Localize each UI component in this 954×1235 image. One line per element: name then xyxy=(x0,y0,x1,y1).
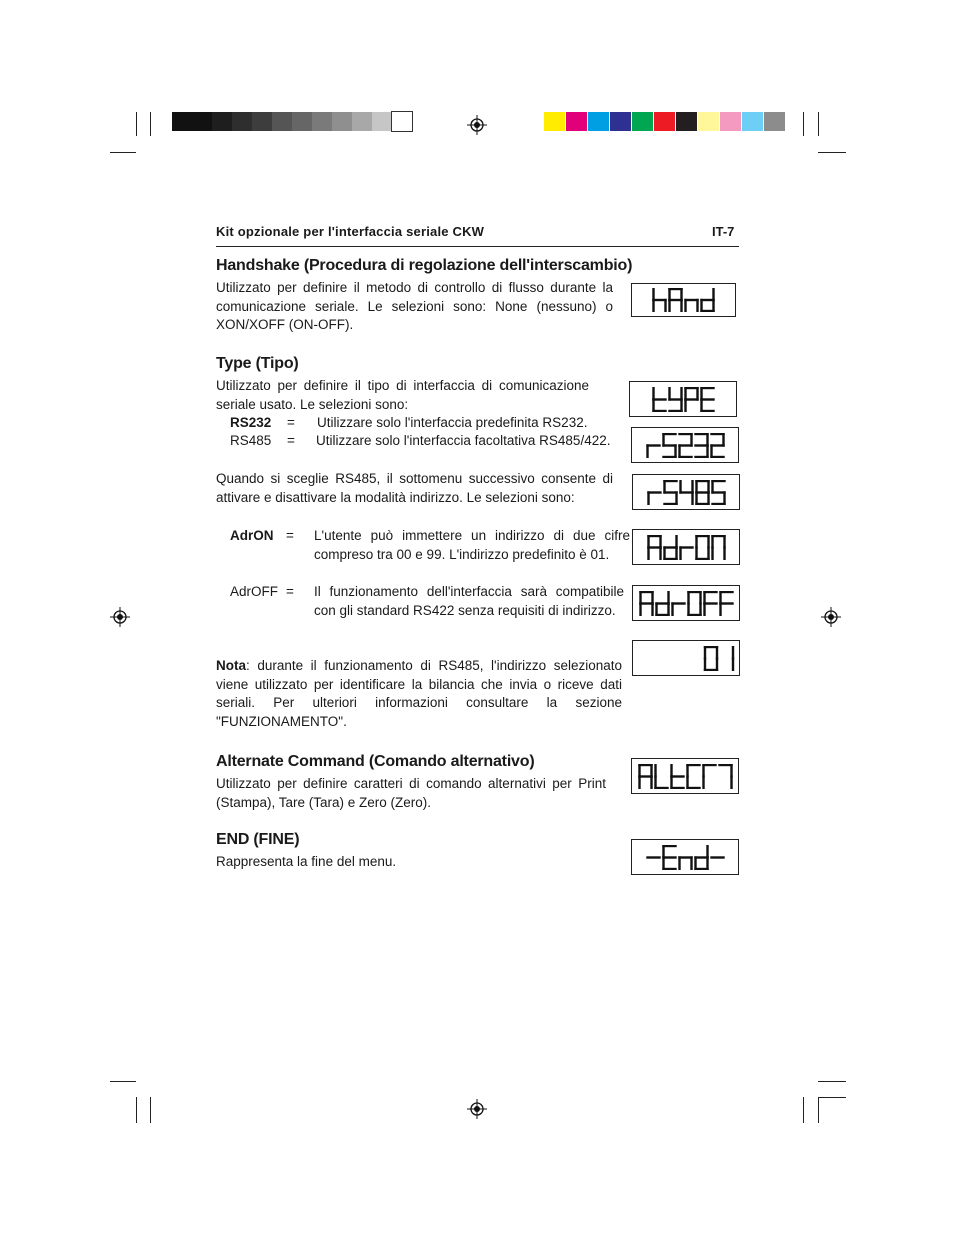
lcd-digit xyxy=(680,481,692,504)
lcd-digit xyxy=(703,765,715,788)
registration-mark-icon xyxy=(110,607,130,627)
lcd-digit xyxy=(664,481,676,504)
color-swatch xyxy=(588,112,609,131)
lcd-digit xyxy=(653,388,665,411)
lcd-digit xyxy=(663,434,675,457)
lcd-digit xyxy=(656,592,668,615)
addr-option-key-adron: AdrON xyxy=(230,528,274,543)
registration-mark-icon xyxy=(821,607,841,627)
type-rs485-description: Quando si sceglie RS485, il sottomenu successivo consente di attivare e disattivare la modalità indirizzo. Le selezioni sono: xyxy=(216,471,613,505)
lcd-digit xyxy=(648,536,660,559)
lcd-digit xyxy=(647,445,659,457)
color-swatch xyxy=(566,112,587,131)
gray-swatch xyxy=(272,112,292,131)
note-paragraph xyxy=(216,657,622,731)
gray-swatch xyxy=(352,112,372,131)
lcd-digit xyxy=(705,647,717,670)
lcd-display-rs485 xyxy=(632,474,740,510)
alternate-description: Utilizzato per definire caratteri di comando alternativi per Print (Stampa), Tare (Tara) e Zero (Zero). xyxy=(216,776,606,810)
lcd-digit xyxy=(712,536,724,559)
section-title-alternate: Alternate Command (Comando alternativo) xyxy=(216,753,535,770)
lcd-digit xyxy=(670,289,682,311)
note-text: : durante il funzionamento di RS485, l'indirizzo selezionato viene utilizzato per identificare la bilancia che invia o riceve dati seriali. Per ulteriori informazioni consultare la sezione "FUNZIONAMENTO". xyxy=(216,658,622,729)
lcd-display-altcm xyxy=(631,758,739,794)
lcd-digit xyxy=(664,536,676,559)
lcd-display-adroff xyxy=(632,585,740,621)
lcd-display-type xyxy=(629,381,737,417)
lcd-digit xyxy=(686,300,698,311)
lcd-digit xyxy=(704,592,716,615)
color-swatch xyxy=(742,112,763,131)
registration-mark-icon xyxy=(467,115,487,135)
lcd-digit xyxy=(701,388,713,411)
end-description: Rappresenta la fine del menu. xyxy=(216,854,397,869)
gray-swatch xyxy=(252,112,272,131)
lcd-digit xyxy=(695,434,707,457)
gray-swatch xyxy=(392,112,412,131)
lcd-digit xyxy=(655,765,667,788)
gray-swatch xyxy=(192,112,212,131)
lcd-digit xyxy=(679,857,691,869)
header-rule xyxy=(216,246,739,247)
lcd-digit xyxy=(711,434,723,457)
lcd-digit xyxy=(685,388,697,411)
lcd-digit xyxy=(680,547,692,559)
type-description: Utilizzato per definire il tipo di interfaccia di comunicazione seriale usato. Le selezioni sono: xyxy=(216,378,589,412)
lcd-digit xyxy=(687,765,699,788)
lcd-display-end xyxy=(631,839,739,875)
section-title-end: END (FINE) xyxy=(216,831,300,848)
gray-swatch xyxy=(332,112,352,131)
option-equals: = xyxy=(287,415,295,430)
option-equals: = xyxy=(287,433,295,448)
section-title-handshake: Handshake (Procedura di regolazione dell'interscambio) xyxy=(216,257,633,274)
color-swatch xyxy=(764,112,785,131)
gray-swatch xyxy=(212,112,232,131)
section-title-type: Type (Tipo) xyxy=(216,355,299,372)
color-swatch xyxy=(632,112,653,131)
lcd-display-address xyxy=(632,640,740,676)
gray-swatch xyxy=(172,112,192,131)
note-label: Nota xyxy=(216,658,246,673)
lcd-display-adron xyxy=(632,529,740,565)
option-equals: = xyxy=(286,528,294,543)
color-swatch xyxy=(720,112,741,131)
gray-swatch xyxy=(232,112,252,131)
color-swatch xyxy=(610,112,631,131)
addr-option-key-adroff: AdrOFF xyxy=(230,584,279,599)
lcd-digit xyxy=(719,765,731,788)
lcd-digit xyxy=(696,536,708,559)
option-equals: = xyxy=(286,584,294,599)
lcd-digit xyxy=(669,388,681,411)
lcd-digit xyxy=(702,289,714,311)
gray-swatch xyxy=(292,112,312,131)
lcd-digit xyxy=(712,481,724,504)
page-number: IT-7 xyxy=(712,224,735,239)
addr-option-description: L'utente può immettere un indirizzo di due cifre compreso tra 00 e 99. L'indirizzo predefinito è 01. xyxy=(314,528,630,562)
color-swatch xyxy=(544,112,565,131)
addr-option-description: Il funzionamento dell'interfaccia sarà compatibile con gli standard RS422 senza requisiti di indirizzo. xyxy=(314,584,624,618)
lcd-digit xyxy=(688,592,700,615)
lcd-digit xyxy=(671,765,683,788)
registration-mark-icon xyxy=(467,1099,487,1119)
lcd-digit xyxy=(696,481,708,504)
color-swatch xyxy=(654,112,675,131)
lcd-digit xyxy=(648,492,660,504)
lcd-digit xyxy=(639,765,651,788)
type-option-rs485 xyxy=(230,432,271,451)
gray-swatch xyxy=(312,112,332,131)
gray-swatch xyxy=(372,112,392,131)
lcd-display-hand xyxy=(631,283,736,317)
color-swatch xyxy=(676,112,697,131)
lcd-digit xyxy=(695,846,707,869)
lcd-digit xyxy=(679,434,691,457)
option-key: RS232 xyxy=(230,415,272,430)
option-description: Utilizzare solo l'interfaccia facoltativa RS485/422. xyxy=(316,433,611,448)
handshake-description: Utilizzato per definire il metodo di controllo di flusso durante la comunicazione seriale. Le selezioni sono: None (nessuno) o XON/XOFF (ON-OFF). xyxy=(216,280,613,332)
color-swatch xyxy=(698,112,719,131)
lcd-digit xyxy=(720,592,732,615)
lcd-digit xyxy=(663,846,675,869)
lcd-display-rs232 xyxy=(631,427,739,463)
type-option-rs232 xyxy=(230,414,271,433)
option-description: Utilizzare solo l'interfaccia predefinita RS232. xyxy=(317,415,588,430)
lcd-digit xyxy=(672,603,684,615)
option-key: RS485 xyxy=(230,433,272,448)
running-header-title: Kit opzionale per l'interfaccia seriale CKW xyxy=(216,224,485,239)
lcd-digit xyxy=(654,289,666,311)
lcd-digit xyxy=(640,592,652,615)
